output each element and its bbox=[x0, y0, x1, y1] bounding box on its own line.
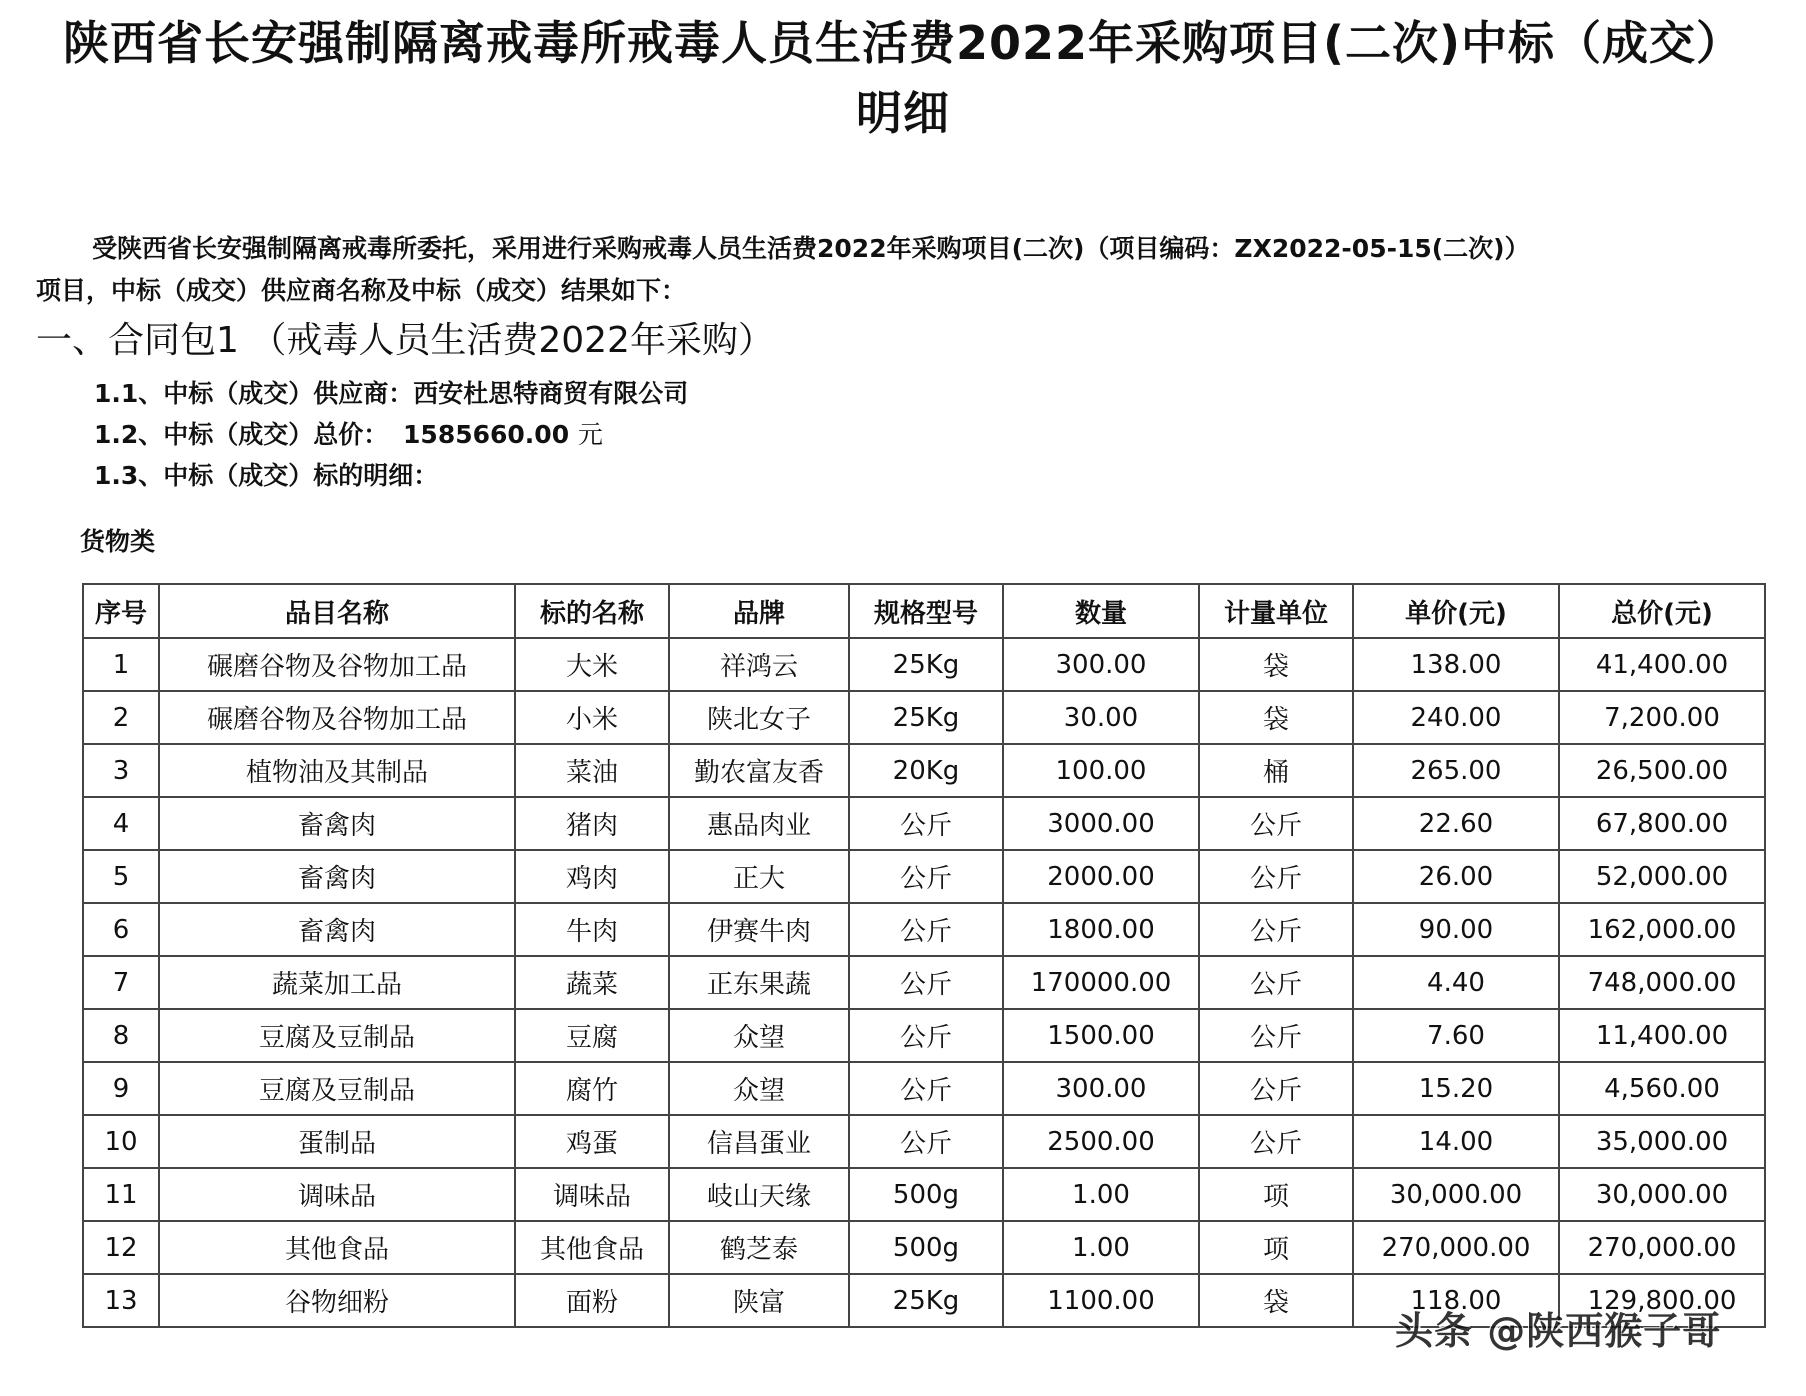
cell-col-brand: 惠品肉业 bbox=[669, 797, 849, 850]
cell-col-quantity: 1.00 bbox=[1003, 1168, 1199, 1221]
cell-col-unit-price: 240.00 bbox=[1353, 691, 1559, 744]
intro-line-2: 项目，中标（成交）供应商名称及中标（成交）结果如下： bbox=[36, 276, 687, 305]
cell-col-quantity: 1100.00 bbox=[1003, 1274, 1199, 1327]
cell-col-spec: 500g bbox=[849, 1221, 1003, 1274]
cell-col-unit-price: 26.00 bbox=[1353, 850, 1559, 903]
table-row bbox=[83, 1009, 1765, 1062]
supplier-label: 、中标（成交）供应商：西安杜思特商贸有限公司 bbox=[138, 379, 689, 408]
cell-col-quantity: 2000.00 bbox=[1003, 850, 1199, 903]
details-number: 1.3 bbox=[94, 461, 139, 490]
cell-col-unit-price: 118.00 bbox=[1353, 1274, 1559, 1327]
cell-col-index: 8 bbox=[83, 1009, 159, 1062]
cell-col-index: 1 bbox=[83, 638, 159, 691]
cell-col-total-price: 67,800.00 bbox=[1559, 797, 1765, 850]
table-row bbox=[83, 1168, 1765, 1221]
cell-col-total-price: 30,000.00 bbox=[1559, 1168, 1765, 1221]
cell-col-quantity: 2500.00 bbox=[1003, 1115, 1199, 1168]
cell-col-unit: 桶 bbox=[1199, 744, 1353, 797]
table-header-row bbox=[83, 584, 1765, 638]
cell-col-category: 豆腐及豆制品 bbox=[159, 1062, 515, 1115]
cell-col-index: 9 bbox=[83, 1062, 159, 1115]
cell-col-total-price: 52,000.00 bbox=[1559, 850, 1765, 903]
cell-col-item-name: 其他食品 bbox=[515, 1221, 669, 1274]
cell-col-unit-price: 30,000.00 bbox=[1353, 1168, 1559, 1221]
cell-col-total-price: 35,000.00 bbox=[1559, 1115, 1765, 1168]
cell-col-index: 6 bbox=[83, 903, 159, 956]
table-row bbox=[83, 1115, 1765, 1168]
table-body bbox=[83, 638, 1765, 1327]
cell-col-unit: 公斤 bbox=[1199, 903, 1353, 956]
cell-col-unit: 公斤 bbox=[1199, 956, 1353, 1009]
cell-col-quantity: 1500.00 bbox=[1003, 1009, 1199, 1062]
cell-col-index: 10 bbox=[83, 1115, 159, 1168]
header-col-total-price: 总价(元) bbox=[1559, 584, 1765, 638]
cell-col-category: 豆腐及豆制品 bbox=[159, 1009, 515, 1062]
cell-col-total-price: 41,400.00 bbox=[1559, 638, 1765, 691]
cell-col-quantity: 170000.00 bbox=[1003, 956, 1199, 1009]
header-col-unit-price: 单价(元) bbox=[1353, 584, 1559, 638]
cell-col-spec: 公斤 bbox=[849, 1062, 1003, 1115]
cell-col-unit-price: 270,000.00 bbox=[1353, 1221, 1559, 1274]
cell-col-index: 4 bbox=[83, 797, 159, 850]
header-col-brand: 品牌 bbox=[669, 584, 849, 638]
header-col-index: 序号 bbox=[83, 584, 159, 638]
header-col-item-name: 标的名称 bbox=[515, 584, 669, 638]
cell-col-brand: 伊赛牛肉 bbox=[669, 903, 849, 956]
cell-col-spec: 20Kg bbox=[849, 744, 1003, 797]
cell-col-brand: 祥鸿云 bbox=[669, 638, 849, 691]
supplier-number: 1.1 bbox=[94, 379, 139, 408]
cell-col-spec: 公斤 bbox=[849, 1115, 1003, 1168]
cell-col-total-price: 7,200.00 bbox=[1559, 691, 1765, 744]
cell-col-brand: 信昌蛋业 bbox=[669, 1115, 849, 1168]
cell-col-total-price: 4,560.00 bbox=[1559, 1062, 1765, 1115]
details-label: 、中标（成交）标的明细： bbox=[138, 461, 439, 490]
cell-col-item-name: 面粉 bbox=[515, 1274, 669, 1327]
total-price-number: 1.2 bbox=[94, 420, 139, 449]
cell-col-spec: 500g bbox=[849, 1168, 1003, 1221]
intro-line-1: 受陕西省长安强制隔离戒毒所委托，采用进行采购戒毒人员生活费2022年采购项目(二次)（项目编码：ZX2022-05-15(二次)） bbox=[92, 234, 1530, 263]
table-row bbox=[83, 1062, 1765, 1115]
cell-col-spec: 公斤 bbox=[849, 797, 1003, 850]
cell-col-item-name: 鸡肉 bbox=[515, 850, 669, 903]
cell-col-brand: 众望 bbox=[669, 1062, 849, 1115]
cell-col-unit-price: 265.00 bbox=[1353, 744, 1559, 797]
cell-col-total-price: 270,000.00 bbox=[1559, 1221, 1765, 1274]
cell-col-unit: 公斤 bbox=[1199, 1009, 1353, 1062]
cell-col-spec: 25Kg bbox=[849, 1274, 1003, 1327]
cell-col-unit-price: 138.00 bbox=[1353, 638, 1559, 691]
cell-col-unit: 项 bbox=[1199, 1221, 1353, 1274]
cell-col-unit-price: 90.00 bbox=[1353, 903, 1559, 956]
cell-col-category: 蔬菜加工品 bbox=[159, 956, 515, 1009]
cell-col-item-name: 调味品 bbox=[515, 1168, 669, 1221]
cell-col-index: 2 bbox=[83, 691, 159, 744]
cell-col-total-price: 26,500.00 bbox=[1559, 744, 1765, 797]
cell-col-total-price: 129,800.00 bbox=[1559, 1274, 1765, 1327]
cell-col-brand: 正大 bbox=[669, 850, 849, 903]
cell-col-spec: 公斤 bbox=[849, 850, 1003, 903]
cell-col-quantity: 1.00 bbox=[1003, 1221, 1199, 1274]
cell-col-quantity: 300.00 bbox=[1003, 1062, 1199, 1115]
cell-col-unit-price: 14.00 bbox=[1353, 1115, 1559, 1168]
cell-col-brand: 岐山天缘 bbox=[669, 1168, 849, 1221]
cell-col-category: 谷物细粉 bbox=[159, 1274, 515, 1327]
cell-col-category: 蛋制品 bbox=[159, 1115, 515, 1168]
cell-col-item-name: 豆腐 bbox=[515, 1009, 669, 1062]
cell-col-unit: 袋 bbox=[1199, 691, 1353, 744]
cell-col-brand: 正东果蔬 bbox=[669, 956, 849, 1009]
cell-col-unit-price: 4.40 bbox=[1353, 956, 1559, 1009]
cell-col-item-name: 小米 bbox=[515, 691, 669, 744]
cell-col-category: 畜禽肉 bbox=[159, 903, 515, 956]
goods-category-label: 货物类 bbox=[80, 527, 156, 556]
cell-col-spec: 25Kg bbox=[849, 691, 1003, 744]
cell-col-category: 畜禽肉 bbox=[159, 850, 515, 903]
table-row bbox=[83, 797, 1765, 850]
cell-col-brand: 众望 bbox=[669, 1009, 849, 1062]
table-row bbox=[83, 691, 1765, 744]
section-heading: 一、合同包1 （戒毒人员生活费2022年采购） bbox=[36, 320, 774, 361]
total-price-unit: 元 bbox=[577, 420, 603, 449]
cell-col-quantity: 100.00 bbox=[1003, 744, 1199, 797]
supplier-line bbox=[94, 374, 688, 414]
cell-col-brand: 陕富 bbox=[669, 1274, 849, 1327]
cell-col-category: 调味品 bbox=[159, 1168, 515, 1221]
cell-col-unit: 袋 bbox=[1199, 1274, 1353, 1327]
cell-col-total-price: 11,400.00 bbox=[1559, 1009, 1765, 1062]
cell-col-brand: 鹤芝泰 bbox=[669, 1221, 849, 1274]
cell-col-spec: 公斤 bbox=[849, 903, 1003, 956]
cell-col-unit-price: 22.60 bbox=[1353, 797, 1559, 850]
cell-col-unit-price: 7.60 bbox=[1353, 1009, 1559, 1062]
table-row bbox=[83, 903, 1765, 956]
cell-col-item-name: 蔬菜 bbox=[515, 956, 669, 1009]
header-col-spec: 规格型号 bbox=[849, 584, 1003, 638]
cell-col-total-price: 162,000.00 bbox=[1559, 903, 1765, 956]
table-row bbox=[83, 744, 1765, 797]
cell-col-quantity: 1800.00 bbox=[1003, 903, 1199, 956]
items-table bbox=[82, 583, 1766, 1328]
cell-col-quantity: 300.00 bbox=[1003, 638, 1199, 691]
cell-col-item-name: 鸡蛋 bbox=[515, 1115, 669, 1168]
cell-col-quantity: 30.00 bbox=[1003, 691, 1199, 744]
details-line bbox=[94, 456, 438, 496]
header-col-category: 品目名称 bbox=[159, 584, 515, 638]
cell-col-total-price: 748,000.00 bbox=[1559, 956, 1765, 1009]
cell-col-index: 7 bbox=[83, 956, 159, 1009]
cell-col-unit: 项 bbox=[1199, 1168, 1353, 1221]
table-row bbox=[83, 638, 1765, 691]
watermark: 头条 @陕西猴子哥 bbox=[1395, 1309, 1722, 1353]
cell-col-item-name: 牛肉 bbox=[515, 903, 669, 956]
cell-col-category: 畜禽肉 bbox=[159, 797, 515, 850]
cell-col-item-name: 猪肉 bbox=[515, 797, 669, 850]
cell-col-category: 植物油及其制品 bbox=[159, 744, 515, 797]
cell-col-index: 11 bbox=[83, 1168, 159, 1221]
intro-paragraph bbox=[36, 228, 1776, 312]
cell-col-quantity: 3000.00 bbox=[1003, 797, 1199, 850]
cell-col-unit-price: 15.20 bbox=[1353, 1062, 1559, 1115]
cell-col-index: 3 bbox=[83, 744, 159, 797]
cell-col-brand: 勤农富友香 bbox=[669, 744, 849, 797]
total-price-value: 1585660.00 bbox=[403, 420, 570, 449]
cell-col-spec: 公斤 bbox=[849, 956, 1003, 1009]
table-row bbox=[83, 1221, 1765, 1274]
table-row bbox=[83, 956, 1765, 1009]
cell-col-item-name: 菜油 bbox=[515, 744, 669, 797]
cell-col-unit: 公斤 bbox=[1199, 1115, 1353, 1168]
cell-col-item-name: 大米 bbox=[515, 638, 669, 691]
cell-col-category: 碾磨谷物及谷物加工品 bbox=[159, 638, 515, 691]
cell-col-index: 5 bbox=[83, 850, 159, 903]
cell-col-unit: 公斤 bbox=[1199, 1062, 1353, 1115]
cell-col-index: 13 bbox=[83, 1274, 159, 1327]
header-col-quantity: 数量 bbox=[1003, 584, 1199, 638]
cell-col-category: 其他食品 bbox=[159, 1221, 515, 1274]
total-price-line bbox=[94, 415, 603, 455]
cell-col-index: 12 bbox=[83, 1221, 159, 1274]
cell-col-spec: 25Kg bbox=[849, 638, 1003, 691]
header-col-unit: 计量单位 bbox=[1199, 584, 1353, 638]
cell-col-unit: 袋 bbox=[1199, 638, 1353, 691]
document-title: 陕西省长安强制隔离戒毒所戒毒人员生活费2022年采购项目(二次)中标（成交）明细 bbox=[62, 16, 1744, 140]
cell-col-category: 碾磨谷物及谷物加工品 bbox=[159, 691, 515, 744]
cell-col-brand: 陕北女子 bbox=[669, 691, 849, 744]
table-row bbox=[83, 850, 1765, 903]
cell-col-spec: 公斤 bbox=[849, 1009, 1003, 1062]
total-price-label: 、中标（成交）总价： bbox=[138, 420, 389, 449]
cell-col-unit: 公斤 bbox=[1199, 797, 1353, 850]
cell-col-item-name: 腐竹 bbox=[515, 1062, 669, 1115]
cell-col-unit: 公斤 bbox=[1199, 850, 1353, 903]
